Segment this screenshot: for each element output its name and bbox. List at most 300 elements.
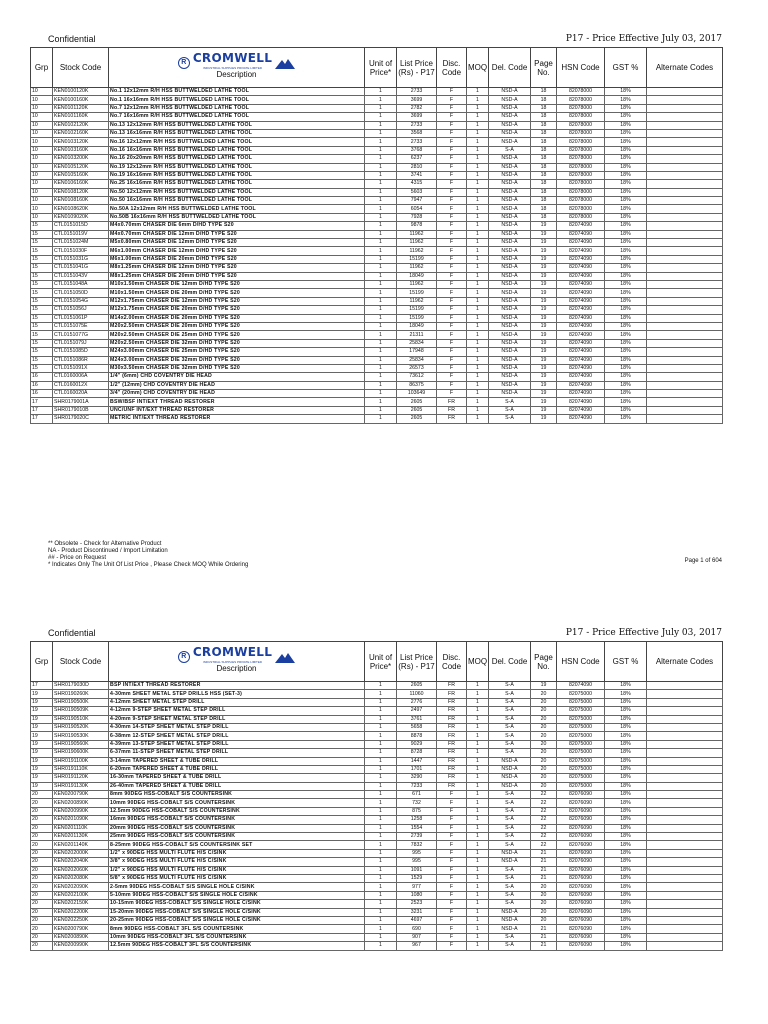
cell-gst: 18% <box>605 331 647 339</box>
cell-hsn-code: 82078000 <box>557 88 605 96</box>
cell-moq: 1 <box>467 322 489 330</box>
table-row <box>31 933 723 941</box>
cell-list-price: 2605 <box>397 415 437 423</box>
cell-moq: 1 <box>467 381 489 389</box>
cell-disc-code: F <box>437 247 467 255</box>
cell-moq: 1 <box>467 916 489 924</box>
cell-moq: 1 <box>467 314 489 322</box>
cell-disc-code: F <box>437 88 467 96</box>
cell-page-no: 20 <box>531 698 557 706</box>
cell-gst: 18% <box>605 280 647 288</box>
cell-moq: 1 <box>467 163 489 171</box>
cell-moq: 1 <box>467 155 489 163</box>
cell-moq: 1 <box>467 138 489 146</box>
cell-hsn-code: 82078000 <box>557 171 605 179</box>
cell-hsn-code: 82078000 <box>557 188 605 196</box>
cell-del-code: NSD-A <box>489 222 531 230</box>
cell-moq: 1 <box>467 180 489 188</box>
cell-gst: 18% <box>605 874 647 882</box>
cell-description: 5-10mm 90DEG HSS-COBALT S/S SINGLE HOLE C/SINK <box>109 891 365 899</box>
cell-page-no: 21 <box>531 874 557 882</box>
cell-del-code: S-A <box>489 682 531 690</box>
cell-list-price: 2733 <box>397 121 437 129</box>
table-row <box>31 289 723 297</box>
cell-list-price: 5603 <box>397 188 437 196</box>
cell-hsn-code: 82076090 <box>557 916 605 924</box>
cell-description: 12.5mm 90DEG HSS-COBALT 3FL S/S COUNTERSINK <box>109 942 365 950</box>
cell-description: 3/8" x 90DEG HSS MULTI FLUTE H/S C/SINK <box>109 858 365 866</box>
col-unit: Unit of Price* <box>365 48 397 88</box>
cell-page-no: 22 <box>531 807 557 815</box>
cell-moq: 1 <box>467 723 489 731</box>
cell-moq: 1 <box>467 239 489 247</box>
cell-grp: 10 <box>31 180 53 188</box>
cell-alternate-codes <box>647 682 723 690</box>
cell-del-code: S-A <box>489 866 531 874</box>
cell-grp: 15 <box>31 280 53 288</box>
table-row <box>31 96 723 104</box>
cell-list-price: 1258 <box>397 816 437 824</box>
cell-unit: 1 <box>365 774 397 782</box>
cell-hsn-code: 82074090 <box>557 682 605 690</box>
cell-page-no: 22 <box>531 833 557 841</box>
cell-alternate-codes <box>647 88 723 96</box>
cell-gst: 18% <box>605 390 647 398</box>
cell-page-no: 19 <box>531 314 557 322</box>
cell-disc-code: F <box>437 314 467 322</box>
cell-grp: 15 <box>31 247 53 255</box>
cell-grp: 20 <box>31 925 53 933</box>
cell-description: No.1 12x12mm R/H HSS BUTTWELDED LATHE TOOL <box>109 88 365 96</box>
cell-gst: 18% <box>605 406 647 414</box>
cell-list-price: 3231 <box>397 908 437 916</box>
cell-gst: 18% <box>605 807 647 815</box>
cell-hsn-code: 82074090 <box>557 280 605 288</box>
cell-list-price: 1701 <box>397 765 437 773</box>
cell-del-code: NSD-A <box>489 782 531 790</box>
cell-gst: 18% <box>605 163 647 171</box>
cell-stock-code: CTL0151085D <box>53 348 109 356</box>
cell-list-price: 3699 <box>397 113 437 121</box>
cell-hsn-code: 82075000 <box>557 765 605 773</box>
cell-list-price: 11962 <box>397 264 437 272</box>
cell-stock-code: CTL0151091X <box>53 364 109 372</box>
cell-stock-code: CTL0160020A <box>53 390 109 398</box>
cell-gst: 18% <box>605 942 647 950</box>
cell-grp: 10 <box>31 213 53 221</box>
cell-hsn-code: 82074090 <box>557 415 605 423</box>
cell-description: M10x1.50mm CHASER DIE 12mm D/HD TYPE S20 <box>109 280 365 288</box>
cell-del-code: NSD-A <box>489 138 531 146</box>
cell-del-code: NSD-A <box>489 213 531 221</box>
cell-del-code: NSD-A <box>489 264 531 272</box>
cell-grp: 20 <box>31 874 53 882</box>
cell-disc-code: F <box>437 230 467 238</box>
cell-del-code: NSD-A <box>489 96 531 104</box>
cell-list-price: 2605 <box>397 406 437 414</box>
cell-unit: 1 <box>365 88 397 96</box>
cell-hsn-code: 82075000 <box>557 774 605 782</box>
cell-hsn-code: 82078000 <box>557 121 605 129</box>
cell-grp: 19 <box>31 749 53 757</box>
cell-stock-code: CTL0151075E <box>53 322 109 330</box>
table-row <box>31 264 723 272</box>
cell-page-no: 18 <box>531 188 557 196</box>
page-number: Page 1 of 604 <box>684 558 722 564</box>
cell-page-no: 18 <box>531 171 557 179</box>
cell-moq: 1 <box>467 230 489 238</box>
cell-hsn-code: 82074090 <box>557 398 605 406</box>
cell-moq: 1 <box>467 682 489 690</box>
cell-description: 1/4" (6mm) CHD COVENTRY DIE HEAD <box>109 373 365 381</box>
cell-unit: 1 <box>365 765 397 773</box>
cell-del-code: NSD-A <box>489 381 531 389</box>
cell-gst: 18% <box>605 239 647 247</box>
cell-stock-code: KEN0200990K <box>53 807 109 815</box>
cell-page-no: 18 <box>531 138 557 146</box>
cell-page-no: 19 <box>531 289 557 297</box>
cell-grp: 19 <box>31 774 53 782</box>
table-row <box>31 807 723 815</box>
cell-stock-code: CTL0151054G <box>53 297 109 305</box>
table-row <box>31 272 723 280</box>
cell-description: UNC/UNF INT/EXT THREAD RESTORER <box>109 406 365 414</box>
cell-unit: 1 <box>365 96 397 104</box>
cell-del-code: S-A <box>489 883 531 891</box>
cell-unit: 1 <box>365 782 397 790</box>
cell-del-code: NSD-A <box>489 373 531 381</box>
cell-alternate-codes <box>647 96 723 104</box>
cell-unit: 1 <box>365 213 397 221</box>
cell-description: M24x3.00mm CHASER DIE 25mm D/HD TYPE S20 <box>109 348 365 356</box>
cell-hsn-code: 82076090 <box>557 849 605 857</box>
cell-list-price: 7928 <box>397 213 437 221</box>
cell-moq: 1 <box>467 146 489 154</box>
cell-disc-code: F <box>437 289 467 297</box>
table-row <box>31 398 723 406</box>
cell-alternate-codes <box>647 916 723 924</box>
note: * Indicates Only The Unit Of List Price , Please Check MOQ While Ordering <box>48 562 249 568</box>
cell-description: M20x2.50mm CHASER DIE 32mm D/HD TYPE S20 <box>109 339 365 347</box>
col-hsn-code: HSN Code <box>557 48 605 88</box>
cell-hsn-code: 82078000 <box>557 197 605 205</box>
cell-list-price: 11962 <box>397 239 437 247</box>
cell-disc-code: F <box>437 113 467 121</box>
cell-disc-code: F <box>437 799 467 807</box>
cell-moq: 1 <box>467 247 489 255</box>
cell-gst: 18% <box>605 314 647 322</box>
cell-hsn-code: 82075000 <box>557 715 605 723</box>
cell-disc-code: F <box>437 858 467 866</box>
cell-unit: 1 <box>365 171 397 179</box>
note: NA - Product Discontinued / Import Limitation <box>48 548 168 554</box>
cell-alternate-codes <box>647 297 723 305</box>
cell-grp: 10 <box>31 138 53 146</box>
cell-alternate-codes <box>647 222 723 230</box>
col-unit: Unit of Price* <box>365 642 397 682</box>
cell-description: M4x0.70mm CHASER DIE 12mm D/HD TYPE S20 <box>109 230 365 238</box>
cell-disc-code: F <box>437 213 467 221</box>
cell-moq: 1 <box>467 188 489 196</box>
cell-moq: 1 <box>467 406 489 414</box>
cell-unit: 1 <box>365 255 397 263</box>
cell-gst: 18% <box>605 264 647 272</box>
cell-moq: 1 <box>467 390 489 398</box>
cell-moq: 1 <box>467 373 489 381</box>
cell-hsn-code: 82074090 <box>557 297 605 305</box>
cell-description: No.7 12x12mm R/H HSS BUTTWELDED LATHE TOOL <box>109 104 365 112</box>
table-row <box>31 314 723 322</box>
cell-grp: 20 <box>31 824 53 832</box>
cell-stock-code: KEN0200990K <box>53 942 109 950</box>
cell-stock-code: KEN0202090K <box>53 883 109 891</box>
cell-gst: 18% <box>605 841 647 849</box>
table-row <box>31 146 723 154</box>
cell-disc-code: F <box>437 916 467 924</box>
cell-del-code: NSD-A <box>489 188 531 196</box>
cell-alternate-codes <box>647 255 723 263</box>
cell-del-code: NSD-A <box>489 129 531 137</box>
cell-stock-code: SHR0179010B <box>53 406 109 414</box>
cell-stock-code: KEN0103120K <box>53 138 109 146</box>
cell-stock-code: KEN0201140K <box>53 841 109 849</box>
cell-stock-code: KEN0108620K <box>53 205 109 213</box>
cell-page-no: 19 <box>531 255 557 263</box>
cell-unit: 1 <box>365 306 397 314</box>
cell-gst: 18% <box>605 188 647 196</box>
cell-hsn-code: 82074090 <box>557 356 605 364</box>
cell-gst: 18% <box>605 765 647 773</box>
cell-grp: 15 <box>31 222 53 230</box>
cell-gst: 18% <box>605 933 647 941</box>
cell-unit: 1 <box>365 841 397 849</box>
cell-moq: 1 <box>467 942 489 950</box>
table-row <box>31 138 723 146</box>
cell-hsn-code: 82076090 <box>557 833 605 841</box>
confidential-label: Confidential <box>48 628 96 638</box>
cell-page-no: 19 <box>531 280 557 288</box>
cell-description: 8mm 90DEG HSS-COBALT S/S COUNTERSINK <box>109 791 365 799</box>
cell-alternate-codes <box>647 900 723 908</box>
cell-hsn-code: 82075000 <box>557 740 605 748</box>
cell-grp: 10 <box>31 188 53 196</box>
cell-list-price: 2733 <box>397 138 437 146</box>
cell-list-price: 732 <box>397 799 437 807</box>
cell-unit: 1 <box>365 381 397 389</box>
cell-hsn-code: 82074090 <box>557 348 605 356</box>
cell-description: 20-25mm 90DEG HSS-COBALT S/S SINGLE HOLE C/SINK <box>109 916 365 924</box>
col-description <box>109 48 365 88</box>
cell-description: M4x0.70mm CHASER DIE 6mm D/HD TYPE S20 <box>109 222 365 230</box>
cell-page-no: 20 <box>531 900 557 908</box>
cell-list-price: 2605 <box>397 398 437 406</box>
cell-disc-code: F <box>437 356 467 364</box>
table-row <box>31 799 723 807</box>
cell-hsn-code: 82074090 <box>557 373 605 381</box>
cell-hsn-code: 82078000 <box>557 213 605 221</box>
cell-gst: 18% <box>605 791 647 799</box>
cell-disc-code: FR <box>437 707 467 715</box>
cell-grp: 19 <box>31 740 53 748</box>
cell-stock-code: CTL0151019V <box>53 230 109 238</box>
cell-stock-code: SHR0191110K <box>53 765 109 773</box>
cell-list-price: 2605 <box>397 682 437 690</box>
cell-hsn-code: 82074090 <box>557 230 605 238</box>
cell-list-price: 8728 <box>397 749 437 757</box>
cell-page-no: 19 <box>531 272 557 280</box>
notes <box>48 541 248 569</box>
cell-alternate-codes <box>647 104 723 112</box>
cell-description: 8-25mm 90DEG HSS-COBALT S/S COUNTERSINK SET <box>109 841 365 849</box>
cell-description: 20mm 90DEG HSS-COBALT S/S COUNTERSINK <box>109 824 365 832</box>
cell-gst: 18% <box>605 272 647 280</box>
cell-grp: 19 <box>31 723 53 731</box>
cell-list-price: 3761 <box>397 715 437 723</box>
cell-alternate-codes <box>647 138 723 146</box>
cell-moq: 1 <box>467 121 489 129</box>
cell-page-no: 19 <box>531 398 557 406</box>
cell-list-price: 11962 <box>397 247 437 255</box>
cell-stock-code: KEN0202060K <box>53 866 109 874</box>
brand-name: CROMWELL <box>192 644 273 659</box>
cell-alternate-codes <box>647 364 723 372</box>
cell-page-no: 21 <box>531 849 557 857</box>
cell-alternate-codes <box>647 874 723 882</box>
cell-stock-code: KEN0202040K <box>53 858 109 866</box>
cell-gst: 18% <box>605 146 647 154</box>
cell-del-code: S-A <box>489 942 531 950</box>
cell-page-no: 21 <box>531 942 557 950</box>
cell-del-code: NSD-A <box>489 908 531 916</box>
cell-moq: 1 <box>467 749 489 757</box>
cell-stock-code: SHR0191100K <box>53 757 109 765</box>
cell-stock-code: KEN0108160K <box>53 197 109 205</box>
table-row <box>31 356 723 364</box>
cell-moq: 1 <box>467 331 489 339</box>
cell-stock-code: CTL0151079J <box>53 339 109 347</box>
cell-grp: 15 <box>31 306 53 314</box>
cell-unit: 1 <box>365 322 397 330</box>
cell-moq: 1 <box>467 96 489 104</box>
cell-moq: 1 <box>467 289 489 297</box>
cell-unit: 1 <box>365 398 397 406</box>
cell-stock-code: SHR0190530K <box>53 732 109 740</box>
cell-unit: 1 <box>365 740 397 748</box>
cell-alternate-codes <box>647 272 723 280</box>
cell-page-no: 22 <box>531 799 557 807</box>
table-row <box>31 364 723 372</box>
table-row <box>31 205 723 213</box>
table-row <box>31 908 723 916</box>
cell-gst: 18% <box>605 782 647 790</box>
cell-list-price: 1091 <box>397 866 437 874</box>
cell-page-no: 18 <box>531 163 557 171</box>
cell-page-no: 19 <box>531 415 557 423</box>
cell-hsn-code: 82078000 <box>557 113 605 121</box>
cell-stock-code: CTL0151030F <box>53 247 109 255</box>
cell-grp: 15 <box>31 364 53 372</box>
cell-moq: 1 <box>467 807 489 815</box>
cell-grp: 15 <box>31 255 53 263</box>
cell-disc-code: F <box>437 807 467 815</box>
cell-unit: 1 <box>365 188 397 196</box>
cell-stock-code: KEN0100120K <box>53 88 109 96</box>
cell-hsn-code: 82076090 <box>557 874 605 882</box>
price-table-page-2 <box>30 641 723 951</box>
cell-moq: 1 <box>467 213 489 221</box>
cell-hsn-code: 82075000 <box>557 732 605 740</box>
cell-del-code: NSD-A <box>489 180 531 188</box>
cell-stock-code: CTL0151086R <box>53 356 109 364</box>
cell-list-price: 3768 <box>397 146 437 154</box>
cell-hsn-code: 82074090 <box>557 247 605 255</box>
cell-disc-code: FR <box>437 682 467 690</box>
note: ** Obsolete - Check for Alternative Product <box>48 541 162 547</box>
table-row <box>31 891 723 899</box>
cell-gst: 18% <box>605 833 647 841</box>
cell-moq: 1 <box>467 364 489 372</box>
cell-description: BSW/BSF INT/EXT THREAD RESTORER <box>109 398 365 406</box>
cell-description: 4-20mm 9-STEP SHEET METAL STEP DRILL <box>109 715 365 723</box>
table-row <box>31 322 723 330</box>
cell-description: 16mm 90DEG HSS-COBALT S/S COUNTERSINK <box>109 816 365 824</box>
cell-unit: 1 <box>365 230 397 238</box>
cell-stock-code: CTL0151043V <box>53 272 109 280</box>
cell-unit: 1 <box>365 280 397 288</box>
cell-del-code: NSD-A <box>489 925 531 933</box>
cell-alternate-codes <box>647 213 723 221</box>
cell-list-price: 2782 <box>397 104 437 112</box>
cell-moq: 1 <box>467 171 489 179</box>
cell-description: 8mm 90DEG HSS-COBALT 3FL S/S COUNTERSINK <box>109 925 365 933</box>
cell-unit: 1 <box>365 849 397 857</box>
cell-description: M6x1.00mm CHASER DIE 12mm D/HD TYPE S20 <box>109 247 365 255</box>
cell-disc-code: FR <box>437 782 467 790</box>
cell-grp: 20 <box>31 833 53 841</box>
cell-grp: 15 <box>31 289 53 297</box>
cell-list-price: 11060 <box>397 690 437 698</box>
cell-hsn-code: 82076090 <box>557 791 605 799</box>
cell-hsn-code: 82074090 <box>557 264 605 272</box>
cell-description: 1/2" x 90DEG HSS MULTI FLUTE H/S C/SINK <box>109 849 365 857</box>
cell-list-price: 690 <box>397 925 437 933</box>
cell-disc-code: F <box>437 339 467 347</box>
cell-gst: 18% <box>605 138 647 146</box>
cell-stock-code: CTL0151015D <box>53 222 109 230</box>
cell-unit: 1 <box>365 874 397 882</box>
cell-disc-code: F <box>437 833 467 841</box>
cell-alternate-codes <box>647 171 723 179</box>
cell-alternate-codes <box>647 121 723 129</box>
cell-page-no: 21 <box>531 858 557 866</box>
cell-list-price: 1447 <box>397 757 437 765</box>
cell-unit: 1 <box>365 297 397 305</box>
table-row <box>31 849 723 857</box>
cell-disc-code: F <box>437 129 467 137</box>
cell-unit: 1 <box>365 129 397 137</box>
cell-stock-code: KEN0201130K <box>53 833 109 841</box>
cell-moq: 1 <box>467 874 489 882</box>
cell-page-no: 21 <box>531 925 557 933</box>
cell-disc-code: F <box>437 104 467 112</box>
cell-del-code: S-A <box>489 740 531 748</box>
cell-alternate-codes <box>647 849 723 857</box>
table-row <box>31 740 723 748</box>
cell-unit: 1 <box>365 348 397 356</box>
cell-moq: 1 <box>467 883 489 891</box>
cell-disc-code: F <box>437 255 467 263</box>
cell-grp: 19 <box>31 698 53 706</box>
